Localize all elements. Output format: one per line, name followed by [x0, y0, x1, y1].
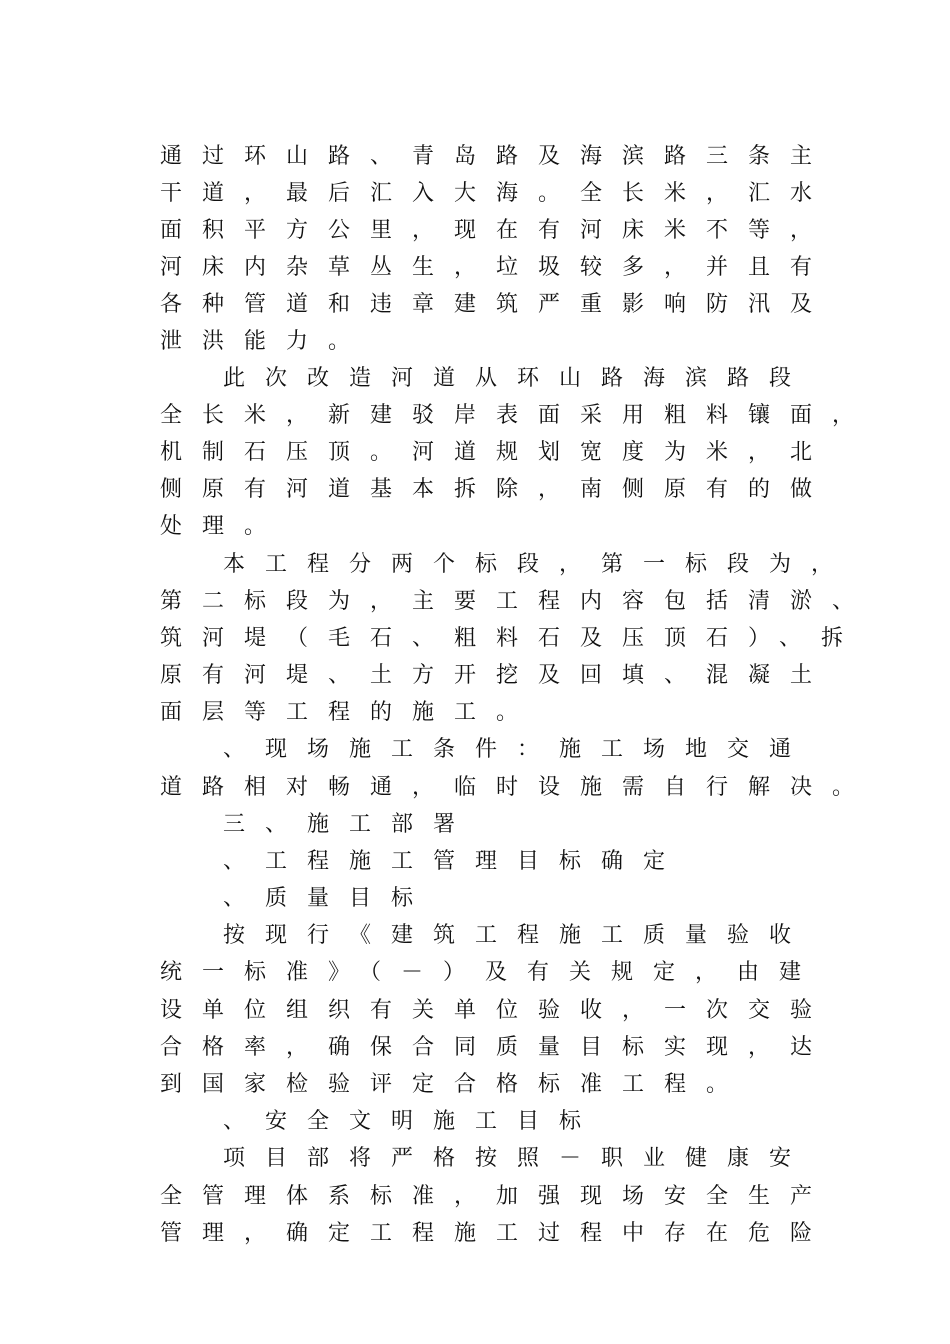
text-line: 各种管道和违章建筑严重影响防汛及: [160, 292, 833, 317]
text-line: 全管理体系标准，加强现场安全生产: [160, 1184, 833, 1209]
text-line: 全长米，新建驳岸表面采用粗料镶面，: [160, 403, 875, 428]
paragraph-start-line: 此次改造河道从环山路海滨路段: [223, 366, 812, 391]
subsection-heading: 、质量目标: [223, 886, 434, 911]
text-line: 侧原有河道基本拆除，南侧原有的做: [160, 477, 833, 502]
text-line: 处理。: [160, 514, 287, 539]
text-line: 通过环山路、青岛路及海滨路三条主: [160, 144, 833, 169]
text-line: 合格率，确保合同质量目标实现，达: [160, 1035, 833, 1060]
subsection-heading: 、工程施工管理目标确定: [223, 849, 686, 874]
text-line: 机制石压顶。河道规划宽度为米，北: [160, 440, 833, 465]
paragraph-start-line: 项目部将严格按照－职业健康安: [223, 1146, 812, 1171]
text-line: 到国家检验评定合格标准工程。: [160, 1072, 749, 1097]
text-line: 原有河堤、土方开挖及回填、混凝土: [160, 663, 833, 688]
text-line: 筑河堤（毛石、粗料石及压顶石）、拆: [160, 626, 864, 651]
text-line: 干道，最后汇入大海。全长米，汇水: [160, 181, 833, 206]
paragraph-start-line: 本工程分两个标段，第一标段为，: [223, 552, 854, 577]
text-line: 河床内杂草丛生，垃圾较多，并且有: [160, 255, 833, 280]
text-line: 管理，确定工程施工过程中存在危险: [160, 1221, 833, 1246]
subsection-heading: 、安全文明施工目标: [223, 1109, 602, 1134]
text-line: 第二标段为，主要工程内容包括清淤、: [160, 589, 875, 614]
section-heading: 三、施工部署: [223, 812, 476, 837]
text-line: 道路相对畅通，临时设施需自行解决。: [160, 775, 875, 800]
paragraph-start-line: 、现场施工条件：施工场地交通: [223, 737, 812, 762]
text-line: 统一标准》（－）及有关规定，由建: [160, 960, 822, 985]
text-line: 设单位组织有关单位验收，一次交验: [160, 998, 833, 1023]
text-line: 泄洪能力。: [160, 329, 371, 354]
text-line: 面积平方公里，现在有河床米不等，: [160, 218, 833, 243]
paragraph-start-line: 按现行《建筑工程施工质量验收: [223, 923, 812, 948]
text-line: 面层等工程的施工。: [160, 700, 539, 725]
